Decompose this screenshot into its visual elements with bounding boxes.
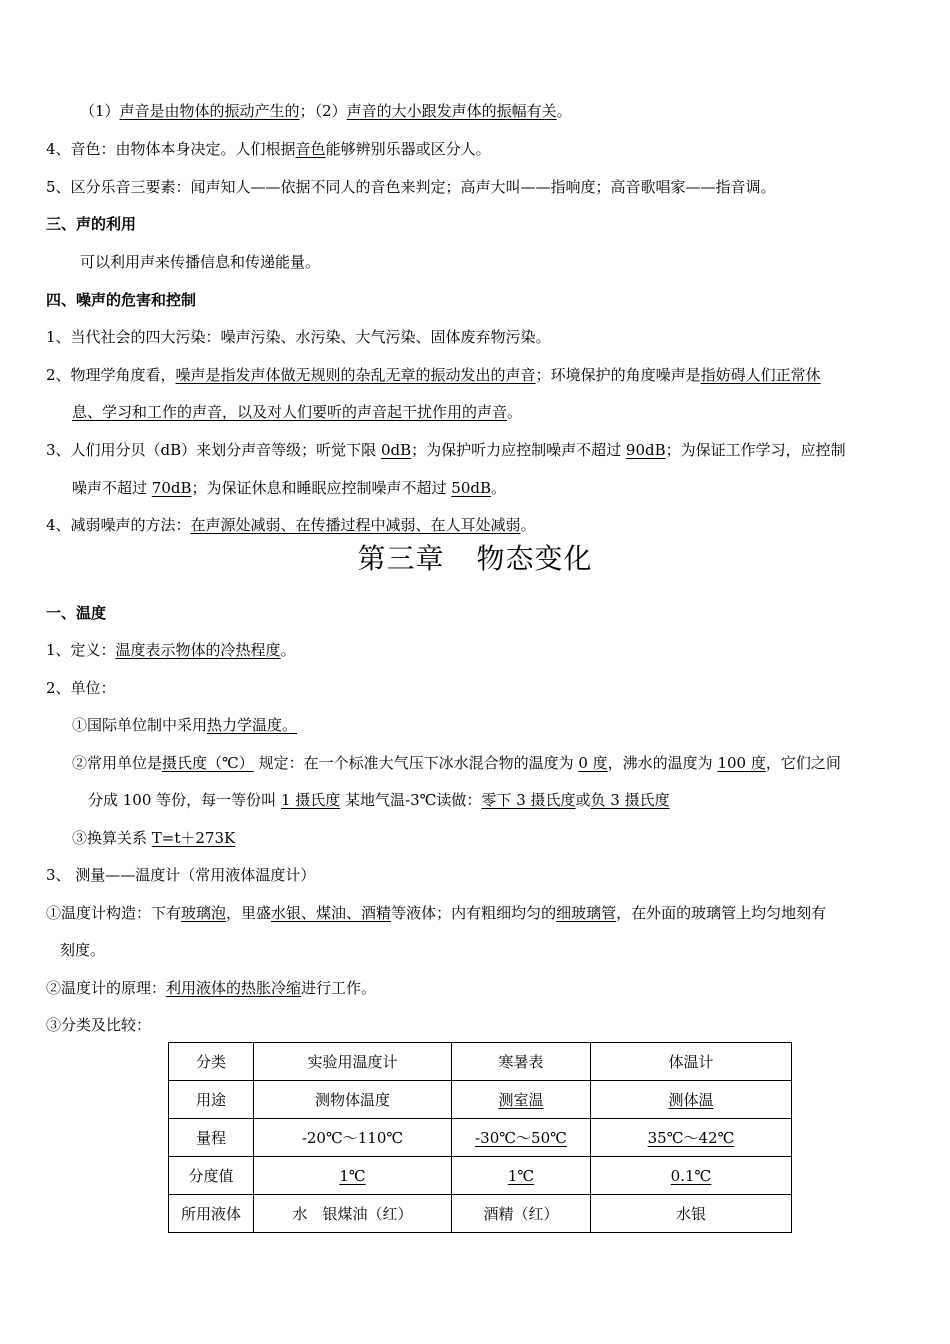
decibel-line-cont: 噪声不超过 70dB；为保证休息和睡眠应控制噪声不超过 50dB。 xyxy=(72,479,507,497)
underlined-term: 0dB xyxy=(380,441,412,459)
underlined-term: 测室温 xyxy=(498,1091,544,1109)
pollution-line: 1、当代社会的四大污染：噪声污染、水污染、大气污染、固体废弃物污染。 xyxy=(46,328,551,346)
underlined-term: 玻璃泡 xyxy=(181,904,227,922)
underlined-term: 负 3 摄氏度 xyxy=(590,791,670,809)
underlined-term: 1℃ xyxy=(339,1166,366,1185)
temperature-definition-line: 1、定义：温度表示物体的冷热程度。 xyxy=(46,641,296,659)
underlined-term: 摄氏度（℃） xyxy=(162,754,254,772)
table-row xyxy=(169,1195,792,1233)
table-cell: -20℃～110℃ xyxy=(254,1119,452,1157)
underlined-term: 声音是由物体的振动产生的 xyxy=(119,102,300,120)
table-header-cell: 寒暑表 xyxy=(452,1043,591,1081)
underlined-term: 细玻璃管 xyxy=(556,904,617,922)
table-cell: 分度值 xyxy=(169,1157,254,1195)
underlined-term: 90dB xyxy=(625,441,666,459)
sound-cause-line: （1）声音是由物体的振动产生的；（2）声音的大小跟发声体的振幅有关。 xyxy=(80,102,572,120)
table-cell: 量程 xyxy=(169,1119,254,1157)
measurement-line: 3、 测量——温度计（常用液体温度计） xyxy=(46,866,316,884)
sound-use-line: 可以利用声来传播信息和传递能量。 xyxy=(80,253,321,271)
celsius-line-cont: 分成 100 等份，每一等份叫 1 摄氏度 某地气温-3℃读做：零下 3 摄氏度或负 3 摄氏度 xyxy=(88,791,670,809)
underlined-term: 指妨碍人们正常休 xyxy=(700,366,821,384)
table-row xyxy=(169,1081,792,1119)
table-cell xyxy=(254,1157,452,1195)
section-heading-sound-use: 三、声的利用 xyxy=(46,215,137,233)
table-header-cell: 体温计 xyxy=(591,1043,792,1081)
underlined-term: T=t＋273K xyxy=(151,829,236,847)
si-unit-line: ①国际单位制中采用热力学温度。 xyxy=(72,716,298,734)
thermometer-structure-line-cont: 刻度。 xyxy=(60,941,106,959)
table-cell xyxy=(591,1081,792,1119)
underlined-term: 噪声是指发声体做无规则的杂乱无章的振动发出的声音 xyxy=(175,366,536,384)
table-header-row xyxy=(169,1043,792,1081)
classification-line: ③分类及比较： xyxy=(46,1016,152,1034)
table-cell: 测物体温度 xyxy=(254,1081,452,1119)
thermometer-structure-line: ①温度计构造：下有玻璃泡，里盛水银、煤油、酒精等液体；内有粗细均匀的细玻璃管，在外面的玻璃管上均匀地刻有 xyxy=(46,904,827,922)
underlined-term: 35℃～42℃ xyxy=(647,1129,735,1147)
section-heading-noise: 四、噪声的危害和控制 xyxy=(46,291,197,309)
underlined-term: 温度表示物体的冷热程度 xyxy=(115,641,281,659)
table-cell: 水 银煤油（红） xyxy=(254,1195,452,1233)
table-header-cell: 实验用温度计 xyxy=(254,1043,452,1081)
underlined-term: 利用液体的热胀冷缩 xyxy=(166,979,302,997)
table-row xyxy=(169,1119,792,1157)
unit-line: 2、单位： xyxy=(46,679,116,697)
timbre-line: 4、音色：由物体本身决定。人们根据音色能够辨别乐器或区分人。 xyxy=(46,140,491,158)
table-cell: 水银 xyxy=(591,1195,792,1233)
underlined-term: 0.1℃ xyxy=(670,1166,712,1185)
three-elements-line: 5、区分乐音三要素：闻声知人——依据不同人的音色来判定；高声大叫——指响度；高音歌唱家——指音调。 xyxy=(46,178,776,196)
underlined-term: 100 度 xyxy=(717,754,766,772)
underlined-term: 测体温 xyxy=(668,1091,714,1109)
table-cell: 用途 xyxy=(169,1081,254,1119)
underlined-term: 0 度 xyxy=(578,754,608,772)
underlined-term: 50dB xyxy=(451,479,491,497)
noise-definition-line: 2、物理学角度看，噪声是指发声体做无规则的杂乱无章的振动发出的声音；环境保护的角度噪声是指妨碍人们正常休 xyxy=(46,366,821,384)
table-cell xyxy=(452,1157,591,1195)
table-row xyxy=(169,1157,792,1195)
decibel-line: 3、人们用分贝（dB）来划分声音等级；听觉下限 0dB；为保护听力应控制噪声不超过 90dB；为保证工作学习，应控制 xyxy=(46,441,846,459)
noise-reduction-line: 4、减弱噪声的方法：在声源处减弱、在传播过程中减弱、在人耳处减弱。 xyxy=(46,516,536,534)
table-cell: 酒精（红） xyxy=(452,1195,591,1233)
thermometer-comparison-table xyxy=(168,1042,792,1233)
table-cell xyxy=(591,1157,792,1195)
underlined-term: 热力学温度。 xyxy=(207,716,298,734)
table-cell xyxy=(452,1081,591,1119)
section-heading-temperature: 一、温度 xyxy=(46,604,107,622)
underlined-term: 1℃ xyxy=(507,1166,535,1185)
thermometer-principle-line: ②温度计的原理：利用液体的热胀冷缩进行工作。 xyxy=(46,979,377,997)
celsius-line: ②常用单位是摄氏度（℃） 规定：在一个标准大气压下冰水混合物的温度为 0 度，沸水的温度为 100 度，它们之间 xyxy=(72,754,841,772)
table-cell xyxy=(591,1119,792,1157)
underlined-term: 70dB xyxy=(151,479,192,497)
underlined-term: 1 摄氏度 xyxy=(280,791,341,809)
underlined-term: 零下 3 摄氏度 xyxy=(481,791,576,809)
underlined-term: 声音的大小跟发声体的振幅有关 xyxy=(346,102,557,120)
conversion-line: ③换算关系 T=t＋273K xyxy=(72,829,236,847)
underlined-term: 水银、煤油、酒精 xyxy=(271,904,392,922)
chapter-title: 第三章 物态变化 xyxy=(357,542,593,575)
underlined-term: 音色 xyxy=(295,140,326,158)
underlined-term: 在声源处减弱、在传播过程中减弱、在人耳处减弱 xyxy=(190,516,521,534)
table-cell xyxy=(452,1119,591,1157)
underlined-term: 息、学习和工作的声音，以及对人们要听的声音起干扰作用的声音 xyxy=(72,403,508,421)
table-cell: 所用液体 xyxy=(169,1195,254,1233)
table-header-cell: 分类 xyxy=(169,1043,254,1081)
noise-definition-line-cont: 息、学习和工作的声音，以及对人们要听的声音起干扰作用的声音。 xyxy=(72,403,523,421)
underlined-term: -30℃～50℃ xyxy=(475,1129,567,1147)
